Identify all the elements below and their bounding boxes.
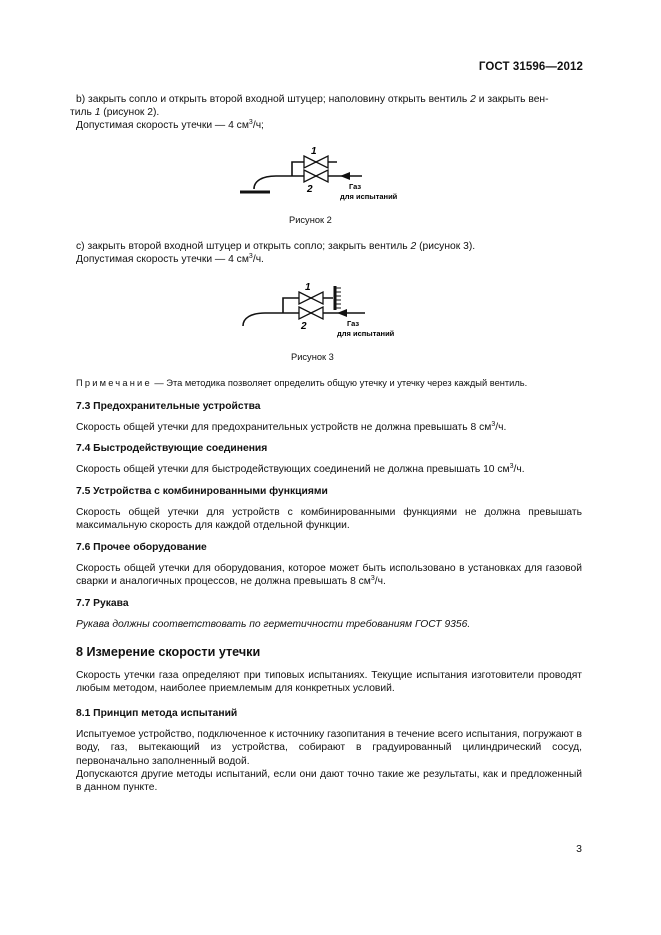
valve-2-icon xyxy=(304,170,328,182)
section-7-3-title: 7.3 Предохранительные устройства xyxy=(76,401,261,412)
section-7-3-text: Скорость общей утечки для предохранительных устройств не должна превышать 8 $см^3/ч$. xyxy=(76,421,507,434)
valve-2-label: 2 xyxy=(307,184,313,195)
valve-1-label: 1 xyxy=(305,282,311,293)
gas-arrow-icon xyxy=(340,172,350,180)
section-7-7-title: 7.7 Рукава xyxy=(76,598,129,609)
figure-2-caption: Рисунок 2 xyxy=(289,215,332,225)
valve-1-label: 1 xyxy=(311,146,317,157)
section-7-6-title: 7.6 Прочее оборудование xyxy=(76,542,207,553)
section-8-1 xyxy=(76,707,582,794)
figure-2-diagram xyxy=(232,145,402,205)
figure-3-diagram xyxy=(237,280,397,342)
section-8-1-para-1: Испытуемое устройство, подключенное к источнику газопитания в течение всего испытания, погружают в воду, газ, вытекающий из устройства, собирают в градуированный цилиндрический сосуд, первоначально заполненный водой. xyxy=(76,729,582,767)
section-8-1-title: 8.1 Принцип метода испытаний xyxy=(76,708,238,719)
section-7-5-title: 7.5 Устройства с комбинированными функциями xyxy=(76,486,328,497)
section-7-5-text: Скорость общей утечки для устройств с комбинированными функциями не должна превышать максимальную скорость для каждой отдельной функции. xyxy=(76,507,582,532)
step-c xyxy=(76,240,582,266)
step-b-rate: Допустимая скорость утечки — 4 $см^3/ч$; xyxy=(76,119,264,132)
valve-2-label: 2 xyxy=(301,321,307,332)
standard-number: ГОСТ 31596—2012 xyxy=(478,61,583,73)
note xyxy=(76,377,582,390)
step-b-text: b) закрыть сопло и открыть второй входной штуцер; наполовину открыть вентиль 2 и закрыть вен- тиль 1 (рисунок 2). xyxy=(70,94,549,119)
page-number: 3 xyxy=(576,843,582,855)
figure-3-caption: Рисунок 3 xyxy=(291,352,334,362)
section-8-1-para-2: Допускаются другие методы испытаний, если они дают точно такие же результаты, как и предложенный в данном пункте. xyxy=(76,768,582,794)
valve-2-icon xyxy=(299,307,323,319)
section-7-4 xyxy=(76,442,582,476)
section-7-3 xyxy=(76,400,582,434)
section-7-4-title: 7.4 Быстродействующие соединения xyxy=(76,443,268,454)
note-label: Примечание xyxy=(76,378,152,388)
section-8-title: 8 Измерение скорости утечки xyxy=(76,645,261,659)
section-8 xyxy=(76,646,582,696)
note-text: Примечание — Эта методика позволяет определить общую утечку и утечку через каждый вентиль. xyxy=(76,378,528,388)
section-7-6-text: Скорость общей утечки для оборудования, которое может быть использовано в установках для газовой сварки и аналогичных процессов, не должна превышать 8 $см^3/ч$. xyxy=(76,563,582,588)
valve-1-icon xyxy=(299,292,323,304)
section-7-4-text: Скорость общей утечки для быстродействующих соединений не должна превышать 10 $см^3/ч$. xyxy=(76,463,525,476)
section-8-text: Скорость утечки газа определяют при типовых испытаниях. Текущие испытания изготовители проводят любым методом, наиболее приемлемым для конкретных условий. xyxy=(76,670,582,695)
valve-1-icon xyxy=(304,156,328,168)
gas-purpose-label: для испытаний xyxy=(337,329,395,338)
section-7-7 xyxy=(76,597,582,631)
step-b xyxy=(70,93,582,133)
gas-label: Газ xyxy=(349,182,362,191)
section-7-5 xyxy=(76,485,582,533)
gas-purpose-label: для испытаний xyxy=(340,192,398,201)
step-c-text: с) закрыть второй входной штуцер и открыть сопло; закрыть вентиль 2 (рисунок 3). xyxy=(76,241,476,252)
gas-label: Газ xyxy=(347,319,360,328)
step-c-rate: Допустимая скорость утечки — 4 $см^3/ч$. xyxy=(76,253,264,266)
section-7-7-text: Рукава должны соответствовать по герметичности требованиям ГОСТ 9356. xyxy=(76,619,471,631)
gas-arrow-icon xyxy=(337,309,347,317)
section-7-6 xyxy=(76,541,582,589)
